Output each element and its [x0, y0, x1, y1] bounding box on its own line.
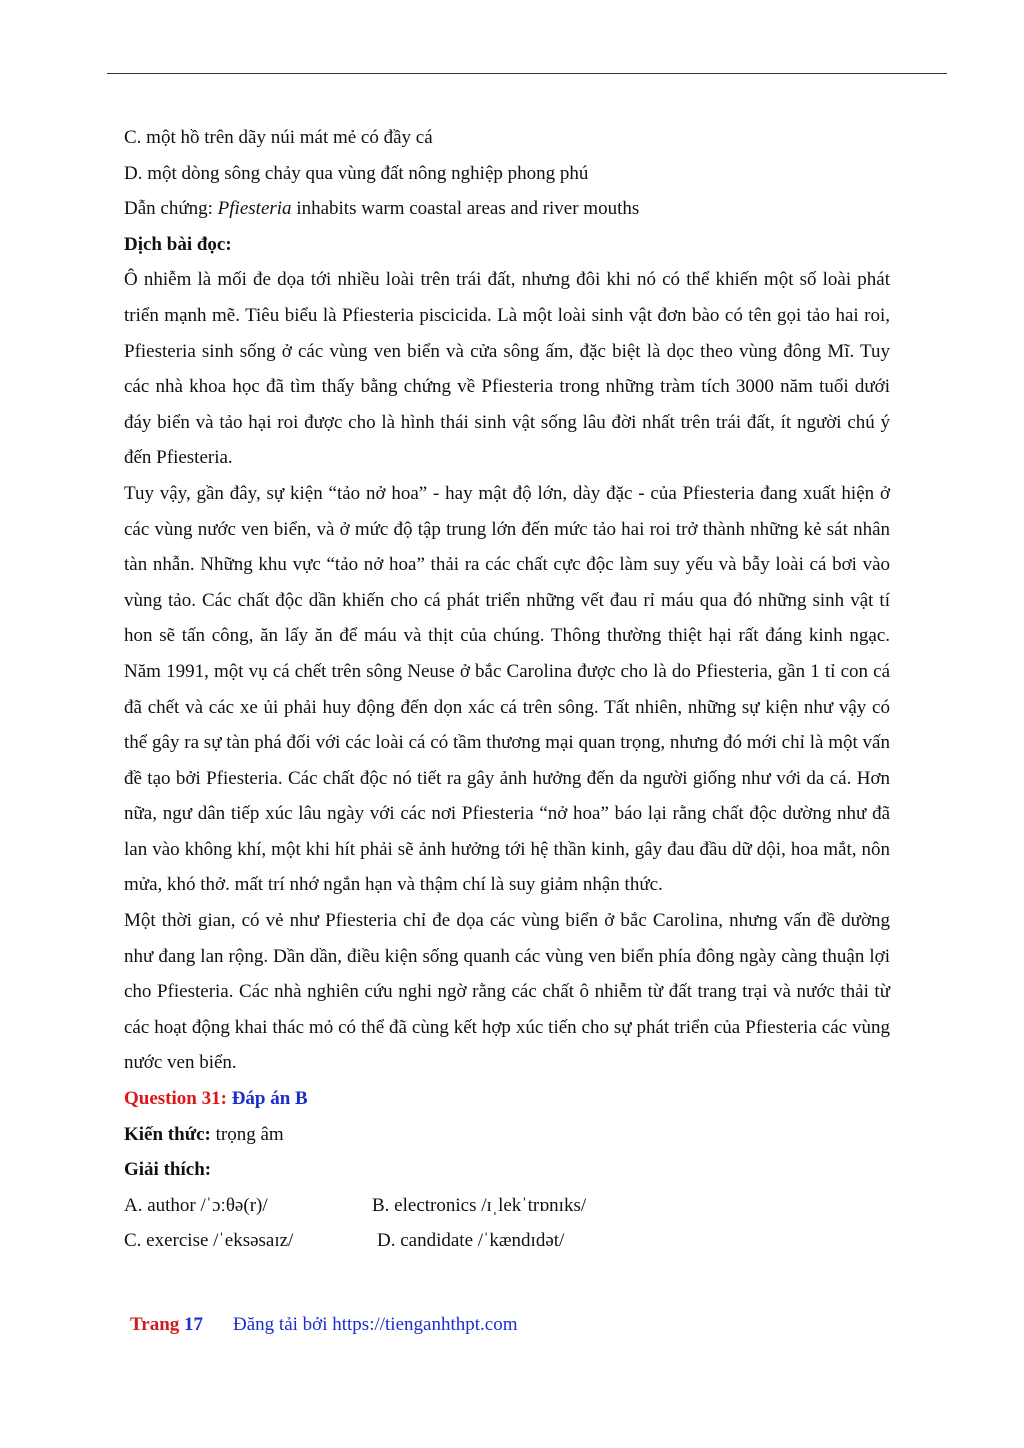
page-content	[124, 120, 890, 1259]
question-label: Question 31:	[124, 1088, 232, 1110]
choices-row-2	[124, 1223, 890, 1259]
evidence-label: Dẫn chứng:	[124, 198, 218, 220]
footer-page-number: 17	[184, 1314, 204, 1335]
translation-paragraph-2: Tuy vậy, gần đây, sự kiện “tảo nở hoa” - hay mật độ lớn, dày đặc - của Pfiesteria đang xuất hiện ở các vùng nước ven biển, và ở mức độ tập trung lớn đến mức tảo hai roi trở thành những kẻ sát nhân tàn nhẫn. Những khu vực “tảo nở hoa” thải ra các chất cực độc làm suy yếu và bẫy loài cá bơi vào vùng tảo. Các chất độc dần khiến cho cá phát triển những vết đau rỉ máu qua đó những sinh vật tí hon sẽ tấn công, ăn lấy ăn để máu và thịt của chúng. Thông thường thiệt hại rất đáng kinh ngạc. Năm 1991, một vụ cá chết trên sông Neuse ở bắc Carolina được cho là do Pfiesteria, gần 1 tỉ con cá đã chết và các xe ủi phải huy động đến dọn xác cá trên sông. Tất nhiên, những sự kiện như vậy có thể gây ra sự tàn phá đối với các loài cá có tầm thương mại quan trọng, nhưng đó mới chỉ là một vấn đề tạo bởi Pfiesteria. Các chất độc nó tiết ra gây ảnh hưởng đến da người giống như với da cá. Hơn nữa, ngư dân tiếp xúc lâu ngày với các nơi Pfiesteria “nở hoa” báo lại rằng chất độc dường như đã lan vào không khí, một khi hít phải sẽ ảnh hưởng tới hệ thần kinh, gây đau đầu dữ dội, hoa mắt, nôn mửa, khó thở. mất trí nhớ ngắn hạn và thậm chí là suy giảm nhận thức.	[124, 482, 890, 896]
choice-d: D. candidate /ˈkændɪdət/	[377, 1230, 565, 1252]
translation-heading: Dịch bài đọc:	[124, 233, 232, 255]
choice-a: A. author /ˈɔːθə(r)/	[124, 1194, 268, 1216]
knowledge-line	[124, 1117, 890, 1153]
answer-label: Đáp án B	[231, 1088, 308, 1110]
page-footer	[130, 1314, 517, 1336]
knowledge-label: Kiến thức:	[124, 1123, 211, 1145]
footer-trang: Trang	[130, 1314, 185, 1335]
question-heading	[124, 1081, 890, 1117]
footer-site-link[interactable]: Đăng tải bởi https://tienganhthpt.com	[233, 1314, 518, 1335]
choices-row-1	[124, 1188, 890, 1224]
header-rule	[107, 73, 947, 74]
knowledge-value: trọng âm	[210, 1123, 284, 1145]
translation-paragraph-3: Một thời gian, có vẻ như Pfiesteria chỉ đe dọa các vùng biển ở bắc Carolina, nhưng vấn đề dường như đang lan rộng. Dần dần, điều kiện sống quanh các vùng ven biển phía đông ngày càng thuận lợi cho Pfiesteria. Các nhà nghiên cứu nghi ngờ rằng các chất ô nhiễm từ đất trang trại và nước thải từ các hoạt động khai thác mỏ có thể đã cùng kết hợp xúc tiến cho sự phát triển của Pfiesteria các vùng nước ven biển.	[124, 910, 890, 1074]
explain-heading: Giải thích:	[124, 1159, 212, 1181]
evidence-italic: Pfiesteria	[217, 198, 292, 220]
translation-paragraph-1: Ô nhiễm là mối đe dọa tới nhiều loài trên trái đất, nhưng đôi khi nó có thể khiến một số loài phát triển mạnh mẽ. Tiêu biểu là Pfiesteria piscicida. Là một loài sinh vật đơn bào có tên gọi tảo hai roi, Pfiesteria sinh sống ở các vùng ven biển và cửa sông ấm, đặc biệt là dọc theo vùng đông Mĩ. Tuy các nhà khoa học đã tìm thấy bằng chứng về Pfiesteria trong những tràm tích 3000 năm tuổi dưới đáy biển và tảo hại roi được cho là hình thái sinh vật sống lâu đời nhất trên trái đất, ít người chú ý đến Pfiesteria.	[124, 269, 890, 469]
option-c-prev: C. một hồ trên dãy núi mát mẻ có đầy cá	[124, 127, 433, 148]
evidence-text: inhabits warm coastal areas and river mouths	[291, 198, 640, 220]
choice-c: C. exercise /ˈeksəsaɪz/	[124, 1230, 294, 1252]
evidence-line	[124, 191, 890, 227]
option-d-prev: D. một dòng sông chảy qua vùng đất nông nghiệp phong phú	[124, 162, 589, 184]
choice-b: B. electronics /ɪˌlekˈtrɒnɪks/	[372, 1194, 587, 1216]
